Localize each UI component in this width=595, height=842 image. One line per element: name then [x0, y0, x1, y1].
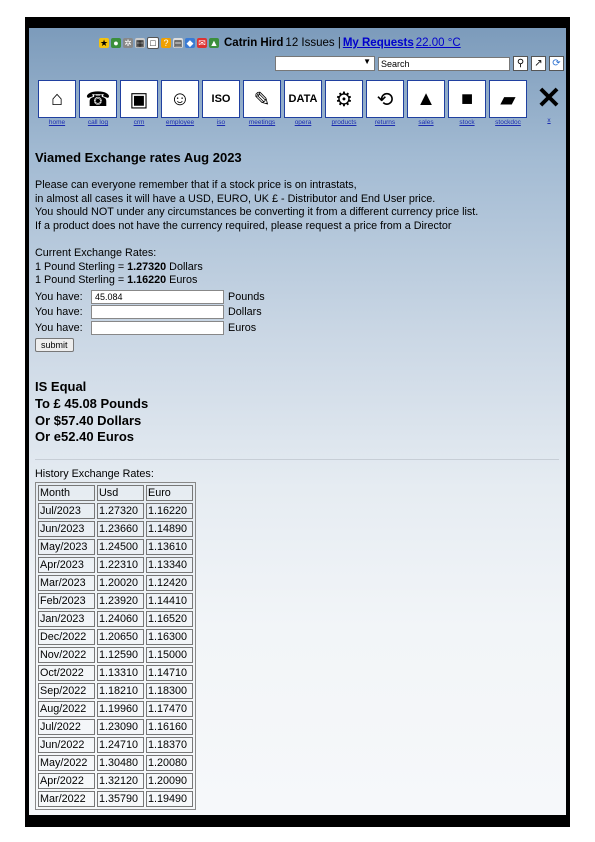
table-row	[38, 665, 193, 681]
pounds-unit: Pounds	[228, 290, 265, 303]
euro-cell: 1.14410	[146, 593, 193, 609]
euro-cell: 1.14890	[146, 521, 193, 537]
euro-cell: 1.16300	[146, 629, 193, 645]
euros-input[interactable]	[91, 321, 224, 335]
page-title: Viamed Exchange rates Aug 2023	[35, 150, 242, 165]
field-label: You have:	[35, 290, 83, 303]
column-header: Usd	[97, 485, 144, 501]
month-cell: Jan/2023	[38, 611, 95, 627]
table-row	[38, 521, 193, 537]
euros-unit: Euros	[228, 321, 257, 334]
nav-item-iso[interactable]	[202, 80, 240, 127]
lock-icon[interactable]: ▲	[209, 38, 219, 48]
usd-cell: 1.13310	[97, 665, 144, 681]
nav-item-sales[interactable]	[407, 80, 445, 127]
history-section	[35, 468, 196, 810]
month-cell: Jul/2023	[38, 503, 95, 519]
euro-cell: 1.13610	[146, 539, 193, 555]
month-cell: May/2023	[38, 539, 95, 555]
help-icon[interactable]: ?	[161, 38, 171, 48]
crm-icon: ▣	[120, 80, 158, 118]
stock-icon: ■	[448, 80, 486, 118]
sales-icon: ▲	[407, 80, 445, 118]
notice-text	[35, 179, 478, 233]
euro-cell: 1.14710	[146, 665, 193, 681]
table-row	[38, 773, 193, 789]
calendar-icon[interactable]: ▤	[173, 38, 183, 48]
usd-rate-line: 1 Pound Sterling = 1.27320 Dollars	[35, 260, 203, 273]
table-row	[38, 575, 193, 591]
history-table	[35, 482, 196, 810]
nav-label: stockdoc	[495, 119, 521, 126]
window-icon[interactable]: □	[147, 37, 159, 49]
my-requests-link[interactable]: My Requests	[342, 37, 414, 49]
result-line: IS Equal	[35, 379, 87, 394]
stockdoc-icon: ▰	[489, 80, 527, 118]
current-rates	[35, 247, 203, 288]
usd-cell: 1.19960	[97, 701, 144, 717]
usd-cell: 1.23920	[97, 593, 144, 609]
month-cell: Apr/2022	[38, 773, 95, 789]
euro-cell: 1.17470	[146, 701, 193, 717]
table-row	[38, 557, 193, 573]
nav-item-products[interactable]	[325, 80, 363, 127]
usd-cell: 1.27320	[97, 503, 144, 519]
usd-cell: 1.20650	[97, 629, 144, 645]
table-header-row	[38, 485, 193, 501]
table-row	[38, 629, 193, 645]
usd-cell: 1.12590	[97, 647, 144, 663]
usd-cell: 1.24710	[97, 737, 144, 753]
employees-icon: ☺	[161, 80, 199, 118]
temperature-link[interactable]: 22.00 °C	[415, 37, 461, 49]
month-cell: Apr/2023	[38, 557, 95, 573]
table-row	[38, 647, 193, 663]
search-input[interactable]: Search	[378, 57, 510, 71]
rates-heading: Current Exchange Rates:	[35, 247, 157, 259]
nav-label: sales	[418, 119, 434, 126]
euro-cell: 1.12420	[146, 575, 193, 591]
search-bar	[275, 56, 564, 71]
grid-icon[interactable]: ▦	[135, 38, 145, 48]
month-cell: Mar/2022	[38, 791, 95, 807]
main-panel	[29, 28, 566, 815]
notice-line: If a product does not have the currency required, please request a price from a Director	[35, 219, 452, 232]
phone-icon: ☎	[79, 80, 117, 118]
external-link-icon[interactable]: ↗	[531, 56, 546, 71]
month-cell: Aug/2022	[38, 701, 95, 717]
result-line: Or e52.40 Euros	[35, 429, 134, 445]
month-cell: Mar/2023	[38, 575, 95, 591]
nav-label: employee	[165, 119, 195, 126]
products-icon: ⚙	[325, 80, 363, 118]
month-cell: Feb/2023	[38, 593, 95, 609]
month-cell: Oct/2022	[38, 665, 95, 681]
month-cell: Jun/2023	[38, 521, 95, 537]
month-cell: Jun/2022	[38, 737, 95, 753]
euro-cell: 1.20080	[146, 755, 193, 771]
table-row	[38, 719, 193, 735]
nav-item-returns[interactable]	[366, 80, 404, 127]
euro-cell: 1.16160	[146, 719, 193, 735]
result-line: To £ 45.08 Pounds	[35, 395, 149, 411]
month-cell: May/2022	[38, 755, 95, 771]
euro-cell: 1.18300	[146, 683, 193, 699]
main-navigation	[38, 80, 566, 127]
usd-cell: 1.22310	[97, 557, 144, 573]
table-row	[38, 503, 193, 519]
submit-button[interactable]: submit	[35, 338, 74, 352]
table-row	[38, 611, 193, 627]
star-icon[interactable]: ★	[99, 38, 109, 48]
meetings-icon: ✎	[243, 80, 281, 118]
table-row	[38, 701, 193, 717]
column-header: Month	[38, 485, 95, 501]
usd-cell: 1.23660	[97, 521, 144, 537]
month-cell: Sep/2022	[38, 683, 95, 699]
nav-item-employee[interactable]	[161, 80, 199, 127]
eur-rate-line: 1 Pound Sterling = 1.16220 Euros	[35, 274, 198, 286]
close-icon: ✕	[536, 81, 562, 115]
table-row	[38, 737, 193, 753]
usd-cell: 1.24060	[97, 611, 144, 627]
search-select[interactable]	[275, 56, 375, 71]
nav-label: x	[547, 117, 551, 124]
month-cell: Dec/2022	[38, 629, 95, 645]
table-row	[38, 755, 193, 771]
nav-label: opera	[294, 119, 312, 126]
euro-cell: 1.16520	[146, 611, 193, 627]
nav-label: call log	[87, 119, 109, 126]
euro-cell: 1.18370	[146, 737, 193, 753]
euro-cell: 1.13340	[146, 557, 193, 573]
result-line: Or $57.40 Dollars	[35, 412, 142, 428]
field-label: You have:	[35, 306, 83, 319]
chevron-down-icon: ▼	[363, 57, 371, 66]
usd-cell: 1.18210	[97, 683, 144, 699]
euro-cell: 1.15000	[146, 647, 193, 663]
iso-icon: ISO	[202, 80, 240, 118]
nav-label: iso	[216, 119, 226, 126]
notice-line: in almost all cases it will have a USD, EURO, UK £ - Distributor and End User price.	[35, 192, 436, 205]
history-heading: History Exchange Rates:	[35, 468, 154, 480]
euro-cell: 1.19490	[146, 791, 193, 807]
usd-cell: 1.23090	[97, 719, 144, 735]
usd-cell: 1.35790	[97, 791, 144, 807]
divider	[35, 459, 559, 460]
home-icon: ⌂	[38, 80, 76, 118]
euro-cell: 1.16220	[146, 503, 193, 519]
notice-line: You should NOT under any circumstances be converting it from a different currency price list.	[35, 206, 479, 218]
opera-data-icon: DATA	[284, 80, 322, 118]
nav-label: crm	[133, 119, 145, 126]
refresh-icon[interactable]: ⟳	[549, 56, 564, 71]
pounds-input[interactable]: 45.084	[91, 290, 224, 304]
nav-item-x[interactable]	[530, 80, 566, 127]
month-cell: Nov/2022	[38, 647, 95, 663]
globe-icon[interactable]: ●	[111, 38, 121, 48]
nav-item-stockdoc[interactable]	[489, 80, 527, 127]
dollars-input[interactable]	[91, 305, 224, 319]
settings-icon[interactable]: ✲	[124, 38, 132, 48]
usd-cell: 1.24500	[97, 539, 144, 555]
user-name: Catrin Hird	[224, 37, 284, 49]
table-row	[38, 683, 193, 699]
table-row	[38, 593, 193, 609]
month-cell: Jul/2022	[38, 719, 95, 735]
mail-icon[interactable]: ✉	[198, 38, 206, 48]
nav-item-call-log[interactable]	[79, 80, 117, 127]
field-label: You have:	[35, 321, 83, 334]
search-icon[interactable]: ⚲	[513, 56, 528, 71]
usd-cell: 1.32120	[97, 773, 144, 789]
nav-item-stock[interactable]	[448, 80, 486, 127]
nav-label: products	[331, 119, 357, 126]
returns-icon: ⟲	[366, 80, 404, 118]
dollars-unit: Dollars	[228, 306, 262, 319]
converter-form	[35, 289, 265, 352]
conversion-result	[35, 379, 148, 446]
nav-item-crm[interactable]	[120, 80, 158, 127]
notice-line: Please can everyone remember that if a stock price is on intrastats,	[35, 179, 357, 191]
nav-label: stock	[459, 119, 475, 126]
issues-count[interactable]: 12 Issues |	[285, 37, 341, 49]
nav-label: returns	[374, 119, 396, 126]
table-row	[38, 539, 193, 555]
nav-item-meetings[interactable]	[243, 80, 281, 127]
column-header: Euro	[146, 485, 193, 501]
nav-item-opera[interactable]	[284, 80, 322, 127]
eur-rate-value: 1.16220	[127, 274, 167, 286]
nav-item-home[interactable]	[38, 80, 76, 127]
usd-cell: 1.30480	[97, 755, 144, 771]
nav-label: meetings	[248, 119, 276, 126]
table-row	[38, 791, 193, 807]
top-toolbar	[99, 37, 461, 49]
euro-cell: 1.20090	[146, 773, 193, 789]
nav-label: home	[48, 119, 66, 126]
chat-icon[interactable]: ◆	[186, 38, 194, 48]
usd-cell: 1.20020	[97, 575, 144, 591]
usd-rate-value: 1.27320	[127, 260, 167, 273]
